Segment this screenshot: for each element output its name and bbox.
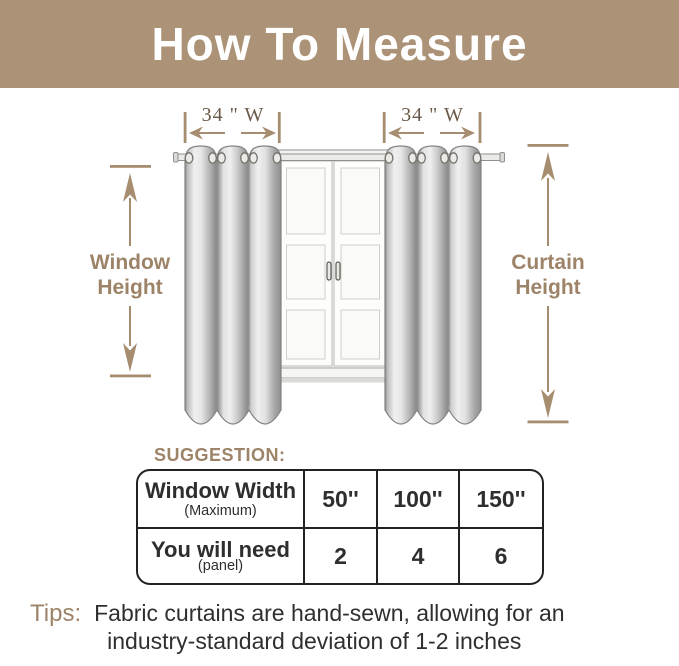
table-value: 50'': [322, 485, 359, 512]
table-cell: [305, 471, 378, 529]
tips-label: Tips:: [30, 600, 82, 627]
title-banner: [0, 0, 679, 88]
table-value: 100'': [393, 485, 443, 512]
table-cell: [460, 529, 542, 583]
table-value: 150'': [476, 485, 526, 512]
window-height-label: Window Height: [89, 251, 171, 299]
table-header-window-width: [138, 471, 305, 529]
panel-width-label-right: 34 " W: [401, 104, 464, 126]
table-sublabel: (Maximum): [184, 502, 257, 519]
table-sublabel: (panel): [197, 557, 244, 574]
table-cell: [378, 529, 460, 583]
window-sill: [261, 368, 405, 378]
tips-text: [94, 600, 564, 655]
window: [261, 150, 405, 383]
table-label: You will need: [151, 536, 290, 562]
table-value: 4: [411, 542, 425, 569]
tips: [30, 600, 565, 655]
table-value: 2: [334, 542, 347, 569]
page-title: How To Measure: [151, 18, 528, 70]
panel-width-label-left: 34 " W: [201, 104, 265, 126]
tips-line-1: Fabric curtains are hand-sewn, allowing for an: [94, 600, 565, 626]
table-value: 6: [494, 542, 508, 569]
left-curtain-panel: [185, 146, 281, 424]
table-cell: [378, 471, 460, 529]
window-sill-shadow: [267, 378, 399, 383]
tips-line-2: industry-standard deviation of 1-2 inches: [107, 627, 522, 654]
suggestion-heading: SUGGESTION:: [154, 445, 286, 465]
table-header-you-will-need: [138, 529, 305, 583]
size-table: [136, 469, 544, 585]
table-cell: [460, 471, 542, 529]
curtain-height-label: Curtain Height: [511, 251, 585, 299]
table-label: Window Width: [144, 477, 297, 503]
table-cell: [305, 529, 378, 583]
right-curtain-panel: [385, 146, 481, 424]
